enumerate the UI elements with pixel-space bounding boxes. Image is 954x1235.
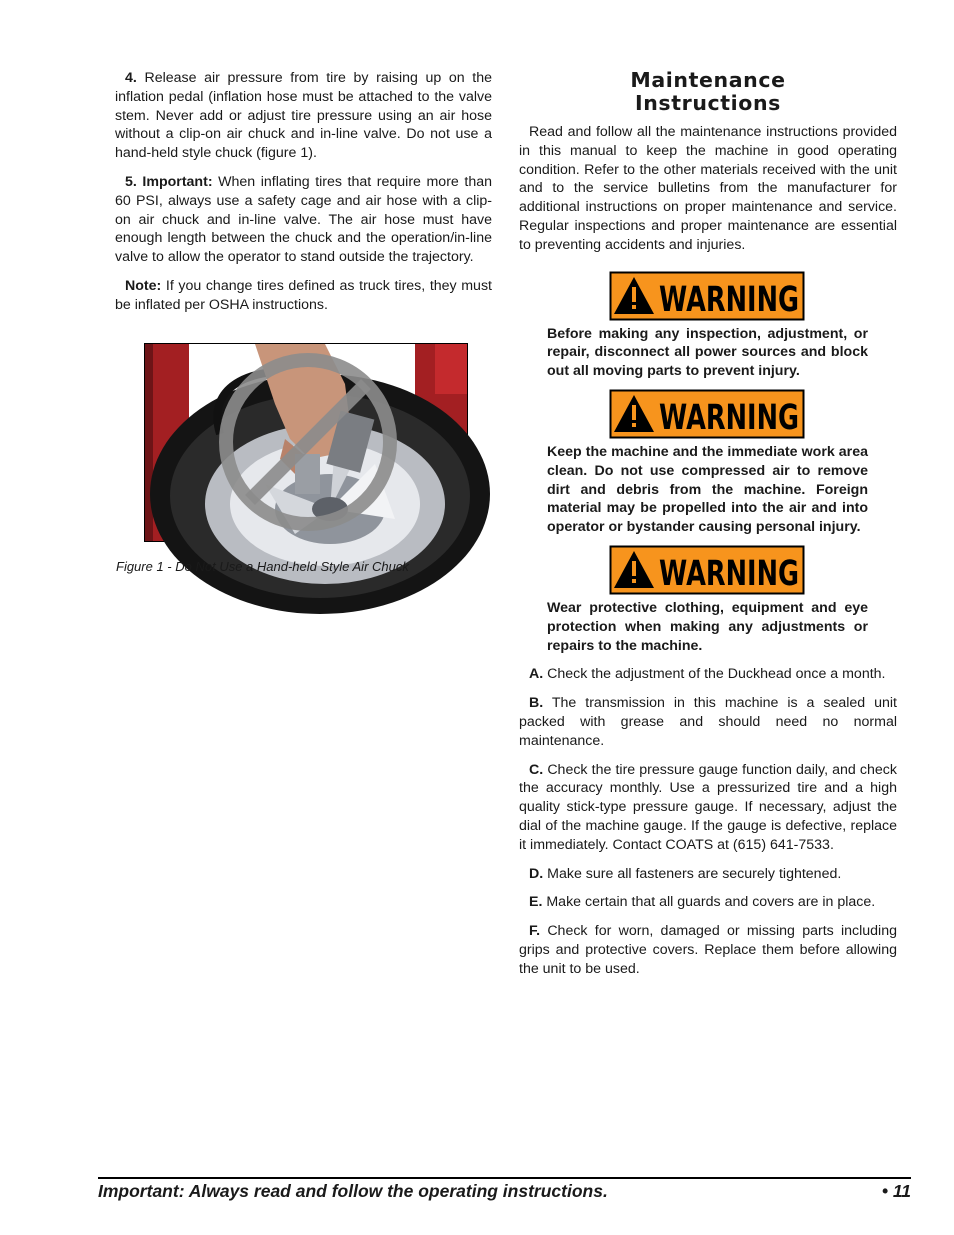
figure-caption: Figure 1 - Do Not Use a Hand-held Style Air Chuck (116, 559, 409, 574)
item-letter: F. (529, 923, 541, 940)
maintenance-item-f (519, 922, 897, 978)
item-text: Make sure all fasteners are securely tightened. (547, 865, 842, 882)
maintenance-item-d (519, 865, 897, 884)
maintenance-items (519, 665, 897, 978)
left-column (115, 69, 492, 325)
note (115, 277, 492, 315)
warning-sign-3 (609, 545, 805, 595)
step-4-text: Release air pressure from tire by raising up on the inflation pedal (inflation hose must be attached to the valve stem. Never add or adjust tire pressure using an air hose without a clip-on air chuck and in-line valve. Do not use a hand-held style chuck (figure 1). (115, 70, 492, 162)
item-text: Check the adjustment of the Duckhead once a month. (547, 666, 886, 683)
warning-word-2: WARNING (659, 397, 799, 438)
note-text: If you change tires defined as truck tires, they must be inflated per OSHA instructions. (115, 277, 492, 313)
item-letter: C. (529, 761, 544, 778)
warning-word-3: WARNING (659, 553, 799, 594)
maintenance-item-a (519, 665, 897, 684)
item-letter: D. (529, 865, 544, 882)
hand-held-chuck-photo (145, 344, 467, 541)
item-letter: B. (529, 695, 544, 712)
step-5 (115, 173, 492, 267)
right-column (519, 69, 897, 989)
warning-sign-1 (609, 271, 805, 321)
item-text: Check the tire pressure gauge function daily, and check the accuracy monthly. Use a pressurized tire and a high quality stick-type pressure gauge. If necessary, adjust the dial of the machine gauge. If the gauge is defective, replace it immediately. Contact COATS at (615) 641-7533. (519, 761, 897, 853)
figure-1-image (144, 343, 468, 542)
footer-text: Important: Always read and follow the operating instructions. (98, 1181, 608, 1201)
item-text: Check for worn, damaged or missing parts including grips and protective covers. Replace them before allowing the unit to be used. (519, 923, 897, 977)
note-label: Note: (125, 277, 162, 294)
item-text: The transmission in this machine is a sealed unit packed with grease and should need no normal maintenance. (519, 695, 897, 749)
page-number: • 11 (881, 1181, 911, 1201)
warning-sign-2 (609, 389, 805, 439)
title-line-2: Instructions (635, 91, 781, 115)
warning-word-1: WARNING (659, 279, 799, 320)
section-title (519, 69, 897, 115)
item-text: Make certain that all guards and covers are in place. (546, 894, 876, 911)
step-5-text: When inflating tires that require more than 60 PSI, always use a safety cage and air hose with a clip-on air chuck and in-line valve. The air hose must have enough length between the chuck and the operation/in-line valve to allow the operator to stand outside the trajectory. (115, 173, 492, 266)
maintenance-item-b (519, 694, 897, 750)
warning-2-text: Keep the machine and the immediate work area clean. Do not use compressed air to remove dirt and debris from the machine. Foreign material may be propelled into the air and into operator or bystander causing personal injury. (547, 443, 868, 536)
footer-rule (98, 1177, 911, 1179)
step-5-label: Important: (142, 173, 213, 190)
step-5-number: 5. (125, 173, 137, 190)
item-letter: E. (529, 894, 543, 911)
step-4 (115, 69, 492, 163)
warning-3-text: Wear protective clothing, equipment and eye protection when making any adjustments or repairs to the machine. (547, 599, 868, 654)
maintenance-item-c (519, 761, 897, 855)
intro-paragraph: Read and follow all the maintenance instructions provided in this manual to keep the machine in good operating condition. Refer to the other materials received with the unit and to the service bulletins from the manufacturer for additional instructions on proper maintenance and service. Regular inspections and proper maintenance are essential to preventing accidents and injuries. (519, 124, 897, 253)
maintenance-item-e (519, 893, 897, 912)
step-4-number: 4. (125, 70, 137, 86)
title-line-1: Maintenance (630, 68, 786, 92)
warning-1-text: Before making any inspection, adjustment, or repair, disconnect all power sources and block out all moving parts to prevent injury. (547, 325, 868, 380)
item-letter: A. (529, 666, 544, 683)
footer (98, 1181, 911, 1202)
